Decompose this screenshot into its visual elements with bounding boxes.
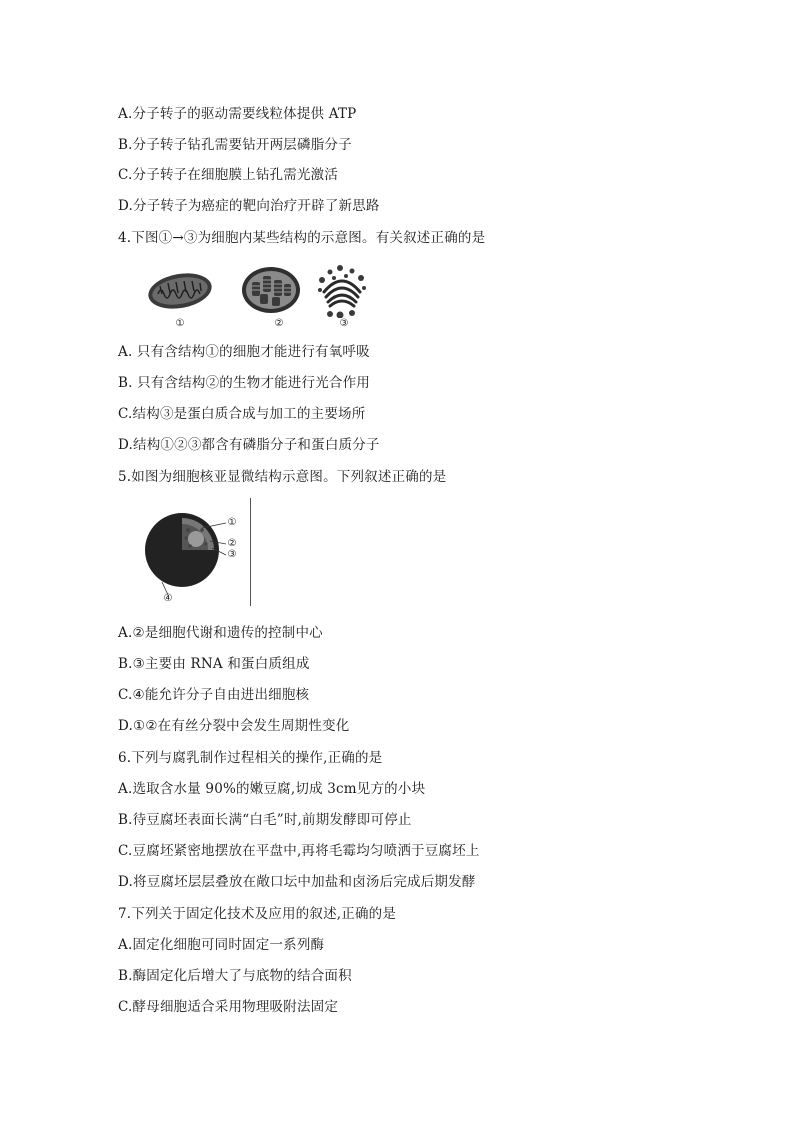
q4-option-d: D.结构①②③都含有磷脂分子和蛋白质分子 [118, 437, 380, 453]
figure-label-2: ② [274, 318, 284, 329]
nucleus-label-4: ④ [163, 593, 173, 604]
nucleus-label-3: ③ [227, 549, 237, 560]
q7-option-c: C.酵母细胞适合采用物理吸附法固定 [118, 999, 339, 1015]
mitochondrion-figure [146, 270, 214, 312]
q4-option-a: A. 只有含结构①的细胞才能进行有氧呼吸 [118, 344, 370, 360]
nucleus-label-1: ① [227, 517, 237, 528]
q5-stem: 5.如图为细胞核亚显微结构示意图。下列叙述正确的是 [118, 469, 447, 485]
q6-stem: 6.下列与腐乳制作过程相关的操作,正确的是 [118, 750, 383, 766]
q3-option-d: D.分子转子为癌症的靶向治疗开辟了新思路 [118, 198, 380, 214]
figure-label-1: ① [175, 318, 185, 329]
q4-option-c: C.结构③是蛋白质合成与加工的主要场所 [118, 406, 366, 422]
q4-stem: 4.下图①→③为细胞内某些结构的示意图。有关叙述正确的是 [118, 230, 486, 246]
q3-option-a: A.分子转子的驱动需要线粒体提供 ATP [118, 106, 357, 122]
figure-label-3: ③ [339, 318, 349, 329]
q5-option-a: A.②是细胞代谢和遗传的控制中心 [118, 625, 323, 641]
nucleus-label-2: ② [227, 538, 237, 549]
q7-option-b: B.酶固定化后增大了与底物的结合面积 [118, 968, 352, 984]
q5-option-b: B.③主要由 RNA 和蛋白质组成 [118, 656, 310, 672]
q6-option-c: C.豆腐坯紧密地摆放在平盘中,再将毛霉均匀喷洒于豆腐坯上 [118, 843, 480, 859]
q5-option-c: C.④能允许分子自由进出细胞核 [118, 687, 310, 703]
q6-option-b: B.待豆腐坯表面长满“白毛”时,前期发酵即可停止 [118, 812, 412, 828]
nucleus-figure [140, 508, 240, 600]
q6-option-a: A.选取含水量 90%的嫩豆腐,切成 3cm见方的小块 [118, 781, 426, 797]
q7-stem: 7.下列关于固定化技术及应用的叙述,正确的是 [118, 906, 397, 922]
q3-option-c: C.分子转子在细胞膜上钻孔需光激活 [118, 167, 339, 183]
golgi-figure [316, 262, 368, 318]
q3-option-b: B.分子转子钻孔需要钻开两层磷脂分子 [118, 137, 352, 153]
q6-option-d: D.将豆腐坯层层叠放在敞口坛中加盐和卤汤后完成后期发酵 [118, 874, 476, 890]
q7-option-a: A.固定化细胞可同时固定一系列酶 [118, 937, 325, 953]
chloroplast-figure [240, 262, 302, 316]
q5-option-d: D.①②在有丝分裂中会发生周期性变化 [118, 718, 350, 734]
figure-divider-line [250, 498, 251, 606]
q4-option-b: B. 只有含结构②的生物才能进行光合作用 [118, 375, 371, 391]
